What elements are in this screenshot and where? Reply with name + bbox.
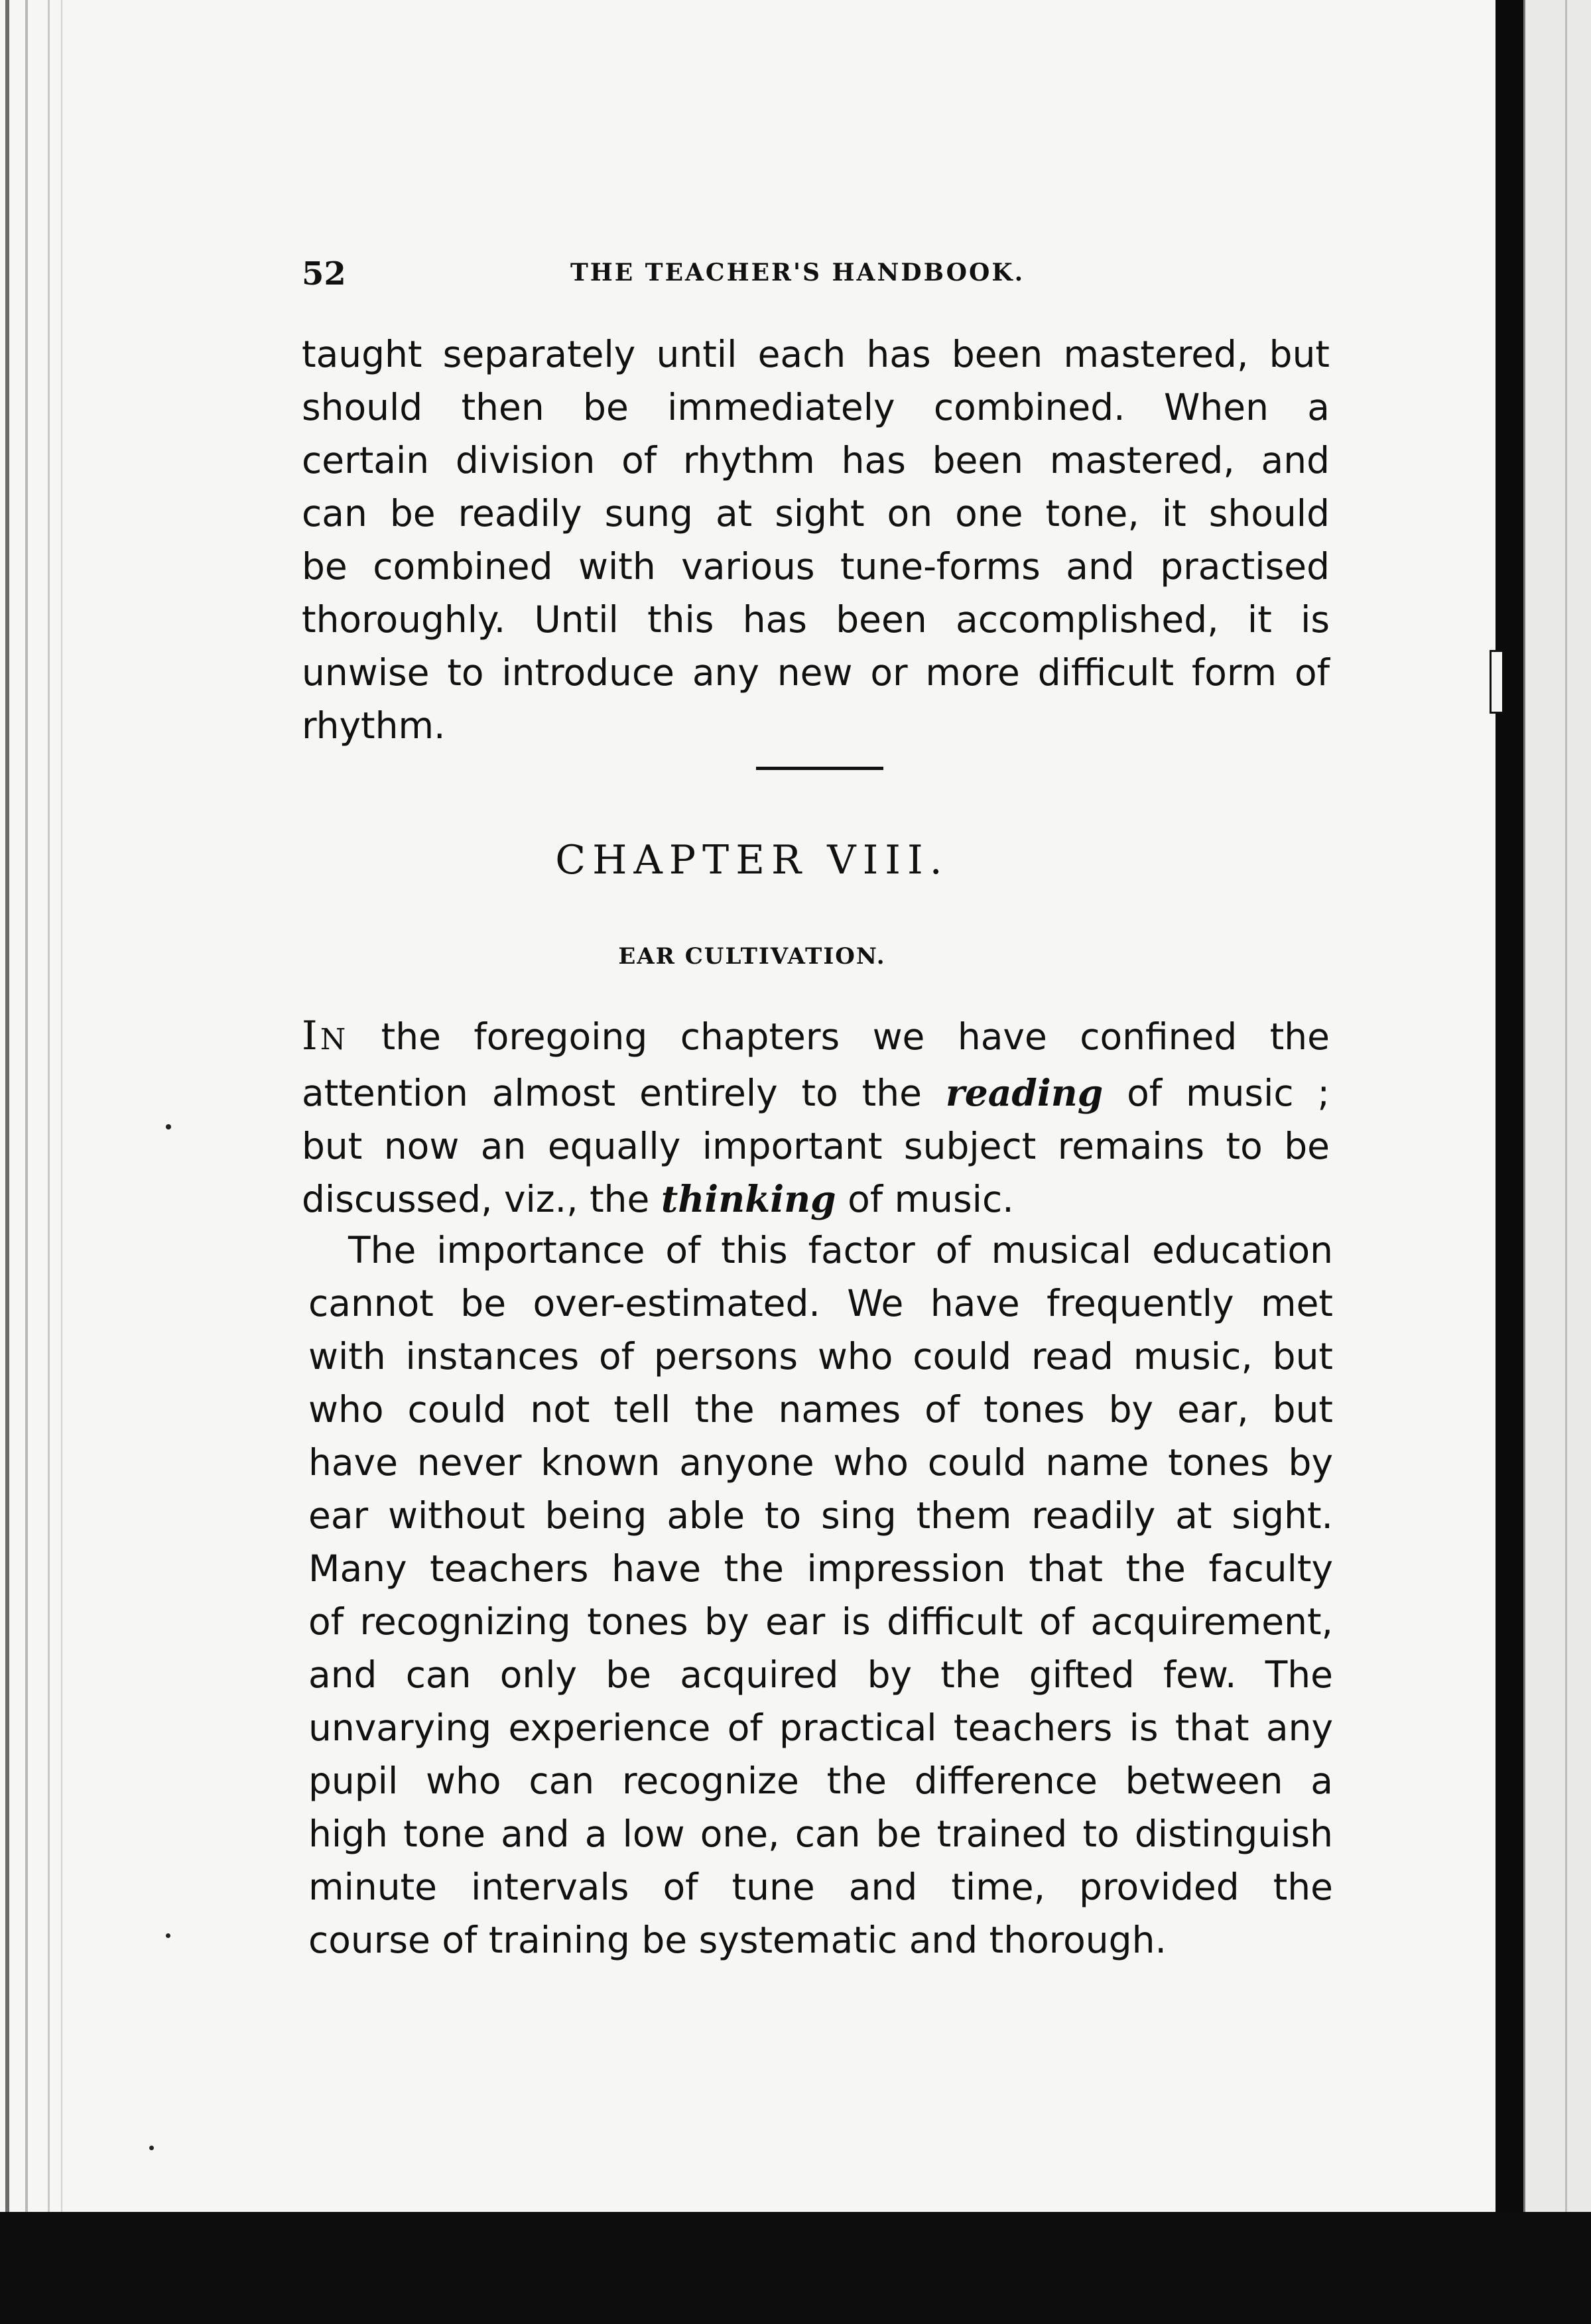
- text-line: should then be immediately combined. When a: [302, 386, 1330, 428]
- facing-board-line: [1565, 0, 1567, 2235]
- text-line: but now an equally important subject remains to be: [302, 1125, 1330, 1167]
- text-line: unwise to introduce any new or more difficult form of: [302, 651, 1330, 694]
- drop-cap: IN: [302, 1013, 349, 1059]
- text-line: discussed, viz., the thinking of music.: [302, 1177, 1014, 1220]
- text-line: be combined with various tune-forms and practised: [302, 545, 1330, 588]
- text-line: rhythm.: [302, 704, 446, 747]
- facing-board: [1523, 0, 1591, 2235]
- continuation-paragraph: [302, 328, 1330, 752]
- text-line: ear without being able to sing them readily at sight.: [308, 1494, 1333, 1537]
- text-line: have never known anyone who could name tones by: [308, 1441, 1333, 1484]
- text-line: certain division of rhythm has been mastered, and: [302, 439, 1330, 482]
- print-speck: [166, 1933, 170, 1938]
- opening-paragraph: [302, 1009, 1330, 1226]
- text-line: with instances of persons who could read music, but: [308, 1335, 1333, 1378]
- chapter-subtitle: EAR CULTIVATION.: [618, 943, 886, 970]
- text-line: IN the foregoing chapters we have confined the: [302, 1013, 1330, 1059]
- text-line: and can only be acquired by the gifted few. The: [308, 1653, 1333, 1696]
- binding-line: [48, 0, 50, 2215]
- print-speck: [166, 1124, 171, 1130]
- text-line: taught separately until each has been mastered, but: [302, 333, 1330, 375]
- page-number: 52: [302, 255, 346, 292]
- text-line: unvarying experience of practical teachers is that any: [308, 1707, 1333, 1749]
- body-paragraph: [308, 1224, 1333, 1967]
- binding-line: [61, 0, 62, 2215]
- text-line: course of training be systematic and thorough.: [308, 1919, 1167, 1961]
- text-line: Many teachers have the impression that the faculty: [308, 1547, 1333, 1590]
- text-line: who could not tell the names of tones by ear, but: [308, 1388, 1333, 1431]
- text-line: can be readily sung at sight on one tone, it should: [302, 492, 1330, 535]
- text-line: high tone and a low one, can be trained to distinguish: [308, 1813, 1333, 1855]
- section-divider: [756, 767, 883, 770]
- binding-line: [25, 0, 28, 2215]
- text-line: of recognizing tones by ear is difficult of acquirement,: [308, 1600, 1333, 1643]
- print-speck: [149, 2146, 154, 2150]
- binding-edge: [5, 0, 9, 2215]
- text-line: minute intervals of tune and time, provided the: [308, 1866, 1333, 1908]
- page-tab-mark: [1490, 650, 1502, 714]
- text-line: cannot be over-estimated. We have frequently met: [308, 1282, 1333, 1324]
- text-line: thoroughly. Until this has been accomplished, it is: [302, 598, 1330, 641]
- text-line: The importance of this factor of musical education: [348, 1229, 1333, 1271]
- italic-word: reading: [945, 1071, 1104, 1114]
- book-cover-edge: [1496, 0, 1523, 2235]
- running-title: THE TEACHER'S HANDBOOK.: [570, 259, 1025, 287]
- scan-bottom-margin: [0, 2212, 1591, 2324]
- italic-word: thinking: [661, 1177, 836, 1220]
- chapter-heading: CHAPTER VIII.: [555, 837, 949, 883]
- text-line: pupil who can recognize the difference between a: [308, 1760, 1333, 1802]
- text-line: attention almost entirely to the reading of music ;: [302, 1071, 1330, 1114]
